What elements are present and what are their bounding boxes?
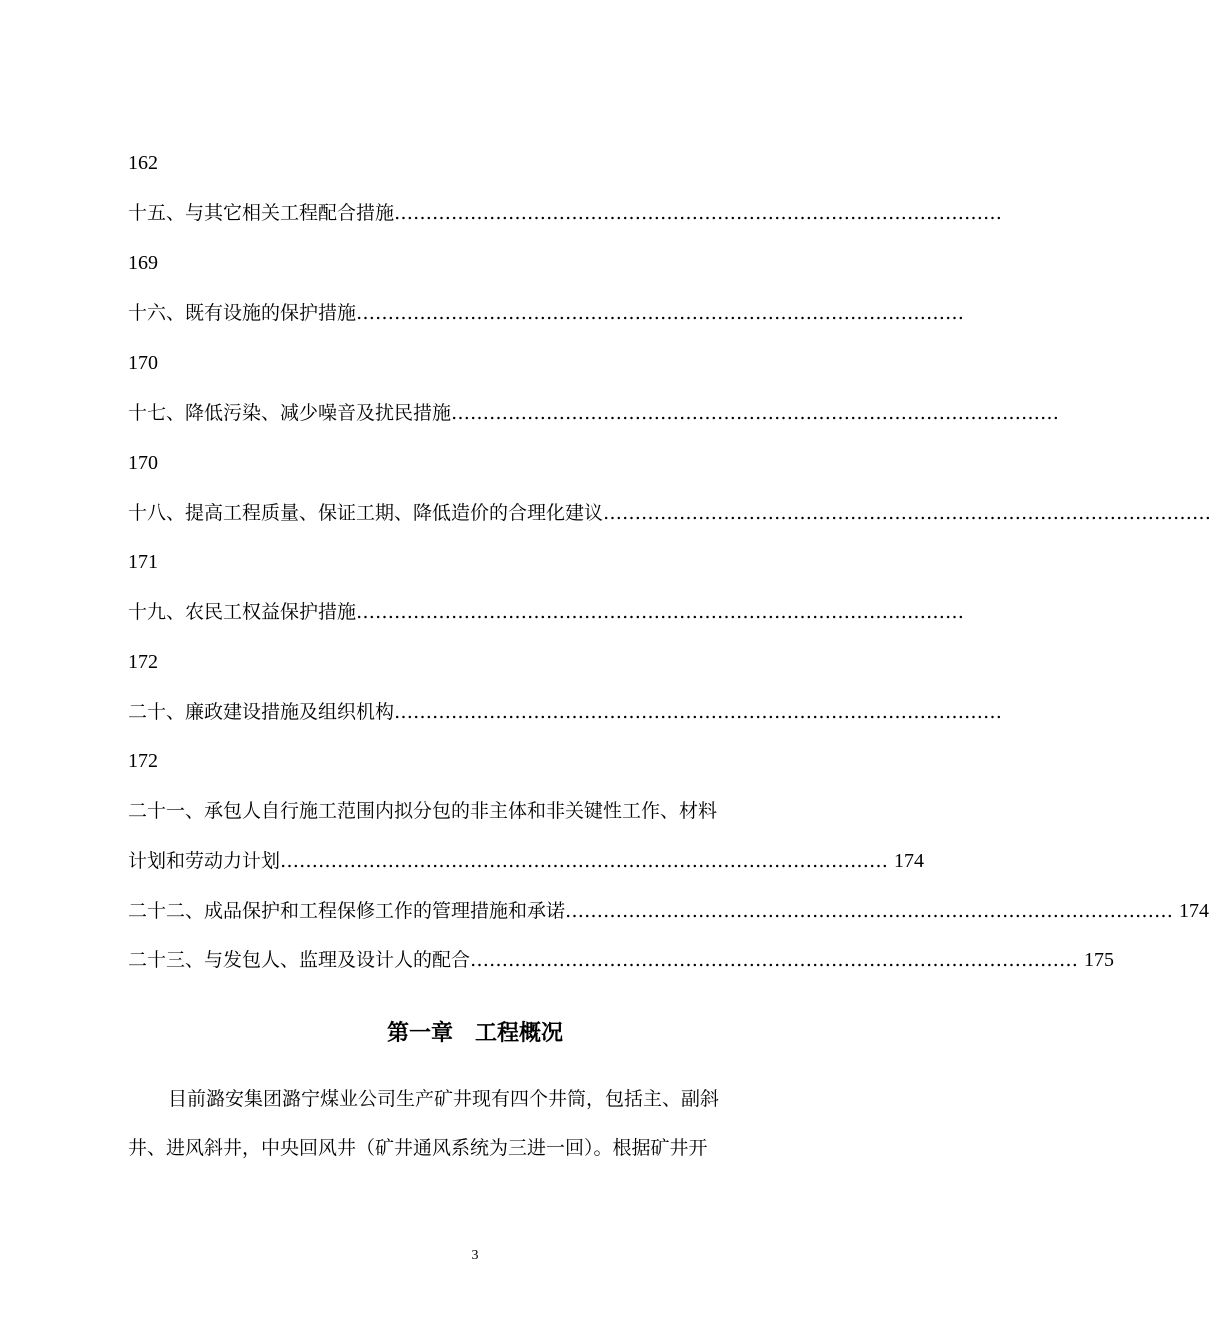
toc-entry-title-continued: 计划和劳动力计划 — [128, 850, 281, 872]
toc-leader-dots: …………………………………………………………………………………… — [394, 202, 1003, 224]
chapter-heading: 第一章 工程概况 — [386, 1020, 563, 1046]
toc-page-number: 174 — [894, 850, 925, 872]
toc-entry — [128, 947, 1115, 973]
toc-page-number: 162 — [128, 152, 158, 174]
toc-leader-dots: …………………………………………………………………………………… — [356, 601, 965, 623]
toc-entry — [128, 200, 1003, 226]
toc-entry-title: 十九、农民工权益保护措施 — [128, 601, 357, 623]
toc-entry-title: 十七、降低污染、减少噪音及扰民措施 — [128, 402, 452, 424]
paragraph-line: 目前潞安集团潞宁煤业公司生产矿井现有四个井筒，包括主、副斜 — [168, 1088, 720, 1110]
toc-leader-dots: …………………………………………………………………………………… — [451, 402, 1060, 424]
toc-entry-title: 二十一、承包人自行施工范围内拟分包的非主体和非关键性工作、材料 — [128, 800, 718, 822]
toc-entry — [128, 599, 965, 625]
toc-entry — [128, 699, 1003, 725]
toc-page-number: 170 — [128, 452, 158, 474]
toc-page-number: 170 — [128, 352, 158, 374]
toc-leader-dots: …………………………………………………………………………………… — [356, 302, 965, 324]
toc-entry — [128, 848, 925, 874]
toc-page-number: 172 — [128, 651, 158, 673]
toc-entry-title: 二十二、成品保护和工程保修工作的管理措施和承诺 — [128, 900, 566, 922]
toc-leader-dots: …………………………………………………………………………………… — [394, 701, 1003, 723]
toc-page-number: 174 — [1179, 900, 1210, 922]
toc-leader-dots: …………………………………………………………………………………… — [565, 900, 1174, 922]
toc-page-number: 169 — [128, 252, 158, 274]
toc-leader-dots: …………………………………………………………………………………… — [470, 949, 1079, 971]
toc-page-number: 172 — [128, 750, 158, 772]
toc-leader-dots: …………………………………………………………………………………… — [603, 502, 1211, 524]
toc-entry-title: 十五、与其它相关工程配合措施 — [128, 202, 395, 224]
toc-page-number: 175 — [1084, 949, 1115, 971]
toc-page-number: 171 — [128, 551, 158, 573]
toc-entry — [128, 300, 965, 326]
toc-entry-title: 十八、提高工程质量、保证工期、降低造价的合理化建议 — [128, 502, 604, 524]
toc-entry — [128, 898, 1210, 924]
toc-entry — [128, 400, 1060, 426]
toc-entry-title: 二十三、与发包人、监理及设计人的配合 — [128, 949, 471, 971]
toc-entry-title: 十六、既有设施的保护措施 — [128, 302, 357, 324]
footer-page-number: 3 — [471, 1248, 479, 1263]
paragraph-line: 井、进风斜井，中央回风井（矿井通风系统为三进一回）。根据矿井开 — [128, 1137, 708, 1159]
toc-leader-dots: …………………………………………………………………………………… — [280, 850, 889, 872]
toc-entry — [128, 500, 1211, 526]
toc-entry-title: 二十、廉政建设措施及组织机构 — [128, 701, 395, 723]
